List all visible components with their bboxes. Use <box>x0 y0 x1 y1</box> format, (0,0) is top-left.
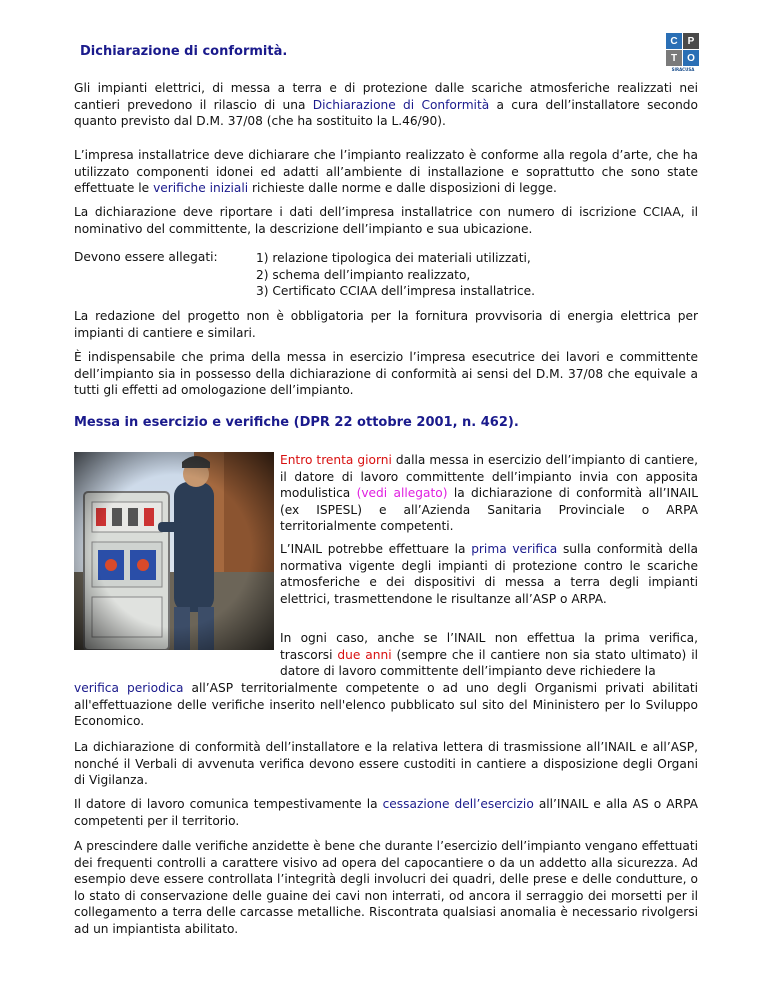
logo-subtitle: SIRACUSA <box>671 67 695 72</box>
text: L’impresa installatrice deve dichiarare che l’impianto realizzato è conforme alla regola d’arte, che ha utilizzato componenti idonei ed adatti all’ambiente di installazione e soprattutto che sono state effettuate le <box>74 148 698 196</box>
deadline-text: Entro trenta giorni <box>280 453 392 467</box>
text: richieste dalle norme e dalle disposizioni di legge. <box>248 181 557 196</box>
text: a cura dell’installatore secondo quanto previsto dal D.M. 37/08 (che ha sostituito la L.46/90). <box>74 97 698 129</box>
paragraph-prima-verifica <box>280 541 698 607</box>
section-heading: Messa in esercizio e verifiche (DPR 22 ottobre 2001, n. 462). <box>74 415 519 430</box>
paragraph-controlli: A prescindere dalle verifiche anzidette è bene che durante l’esercizio dell’impianto vengano effettuati dei frequenti controlli a carattere visivo ad opera del capocantiere o da un addetto alla sicurezza. Ad esempio deve essere controllata l’integrità degli involucri dei quadri, delle prese e delle condutture, o lo stato di conservazione delle guaine dei cavi non interrati, od ancora il serraggio dei morsetti per il collegamento a terra delle carcasse metalliche. Riscontrata qualsiasi anomalia è necessario rivolgersi ad un impiantista abilitato. <box>74 839 698 936</box>
page-title: Dichiarazione di conformità. <box>80 44 288 59</box>
list-item: 2) schema dell’impianto realizzato, <box>256 267 471 282</box>
paragraph-ogni-caso <box>280 630 698 680</box>
text: all’ASP territorialmente competente o ad uno degli Organismi privati abilitati all'effettuazione delle verifiche inserito nell'elenco pubblicato sul sito del Mininistero per lo Sviluppo Economico. <box>74 681 698 729</box>
link-prima-verifica[interactable]: prima verifica <box>471 542 558 556</box>
paragraph-progetto: La redazione del progetto non è obbligatoria per la fornitura provvisoria di energia elettrica per impianti di cantiere e similari. <box>74 309 698 340</box>
paragraph-requirements <box>74 147 698 197</box>
text: Gli impianti elettrici, di messa a terra e di protezione dalle scariche atmosferiche realizzati nei cantieri prevedono il rilascio di una <box>74 81 698 112</box>
list-item: 1) relazione tipologica dei materiali utilizzati, <box>256 251 531 265</box>
text: Il datore di lavoro comunica tempestivamente la <box>74 797 383 811</box>
due-anni-text: due anni <box>337 647 392 662</box>
attachments-label: Devono essere allegati: <box>74 250 218 264</box>
link-dichiarazione[interactable]: Dichiarazione di Conformità <box>312 97 490 112</box>
link-verifica-periodica[interactable]: verifica periodica <box>74 681 184 695</box>
list-item: 3) Certificato CCIAA dell’impresa installatrice. <box>256 284 536 299</box>
link-cessazione[interactable]: cessazione dell’esercizio <box>382 797 534 811</box>
logo-cell-t: T <box>666 50 682 66</box>
photo-electric-panel <box>74 452 274 650</box>
text: la dichiarazione di conformità all’INAIL (ex ISPESL) e all’Azienda Sanitaria Provinciale o ARPA territorialmente competenti. <box>280 486 698 534</box>
logo-cell-o: O <box>683 50 699 66</box>
paragraph-data: La dichiarazione deve riportare i dati dell’impresa installatrice con numero di iscrizione CCIAA, il nominativo del committente, la descrizione dell’impianto e sua ubicazione. <box>74 205 698 236</box>
text: (sempre che il cantiere non sia stato ultimato) il datore di lavoro committente dell’impianto deve richiedere la <box>280 647 698 679</box>
text: In ogni caso, anche se l’INAIL non effettua la prima verifica, trascorsi <box>280 631 698 662</box>
text: all’INAIL e alla AS o ARPA competenti per il territorio. <box>74 797 698 828</box>
link-verifiche-iniziali[interactable]: verifiche iniziali <box>153 181 249 196</box>
text: sulla conformità della normativa vigente degli impianti di protezione contro le scariche atmosferiche e dei dispositivi di messa a terra degli impianti elettrici, trasmettendone le risultanze all’ASP o ARPA. <box>280 542 698 606</box>
cpt-logo <box>666 33 700 71</box>
paragraph-verifica-periodica <box>74 680 698 730</box>
logo-cell-c: C <box>666 33 682 49</box>
text: L’INAIL potrebbe effettuare la <box>280 542 472 556</box>
paragraph-custodia: La dichiarazione di conformità dell’installatore e la relativa lettera di trasmissione all’INAIL e all’ASP, nonché il Verbali di avvenuta verifica devono essere custoditi in cantiere a disposizione degli Organi di Vigilanza. <box>74 740 698 788</box>
paragraph-cessazione <box>74 796 698 829</box>
text: dalla messa in esercizio dell’impianto di cantiere, il datore di lavoro committente dell’impianto invia con apposita modulistica <box>280 453 698 501</box>
attachments-list <box>256 250 535 300</box>
link-vedi-allegato[interactable]: (vedi allegato) <box>356 486 448 501</box>
paragraph-intro <box>74 80 698 130</box>
logo-cell-p: P <box>683 33 699 49</box>
electric-panel-photo-graphic <box>74 452 274 650</box>
paragraph-entro-trenta <box>280 452 698 535</box>
paragraph-indispensabile: È indispensabile che prima della messa in esercizio l’impresa esecutrice dei lavori e committente dell’impianto sia in possesso della dichiarazione di conformità ai sensi del D.M. 37/08 che equivale a tutti gli effetti ad omologazione dell’impianto. <box>74 350 698 398</box>
